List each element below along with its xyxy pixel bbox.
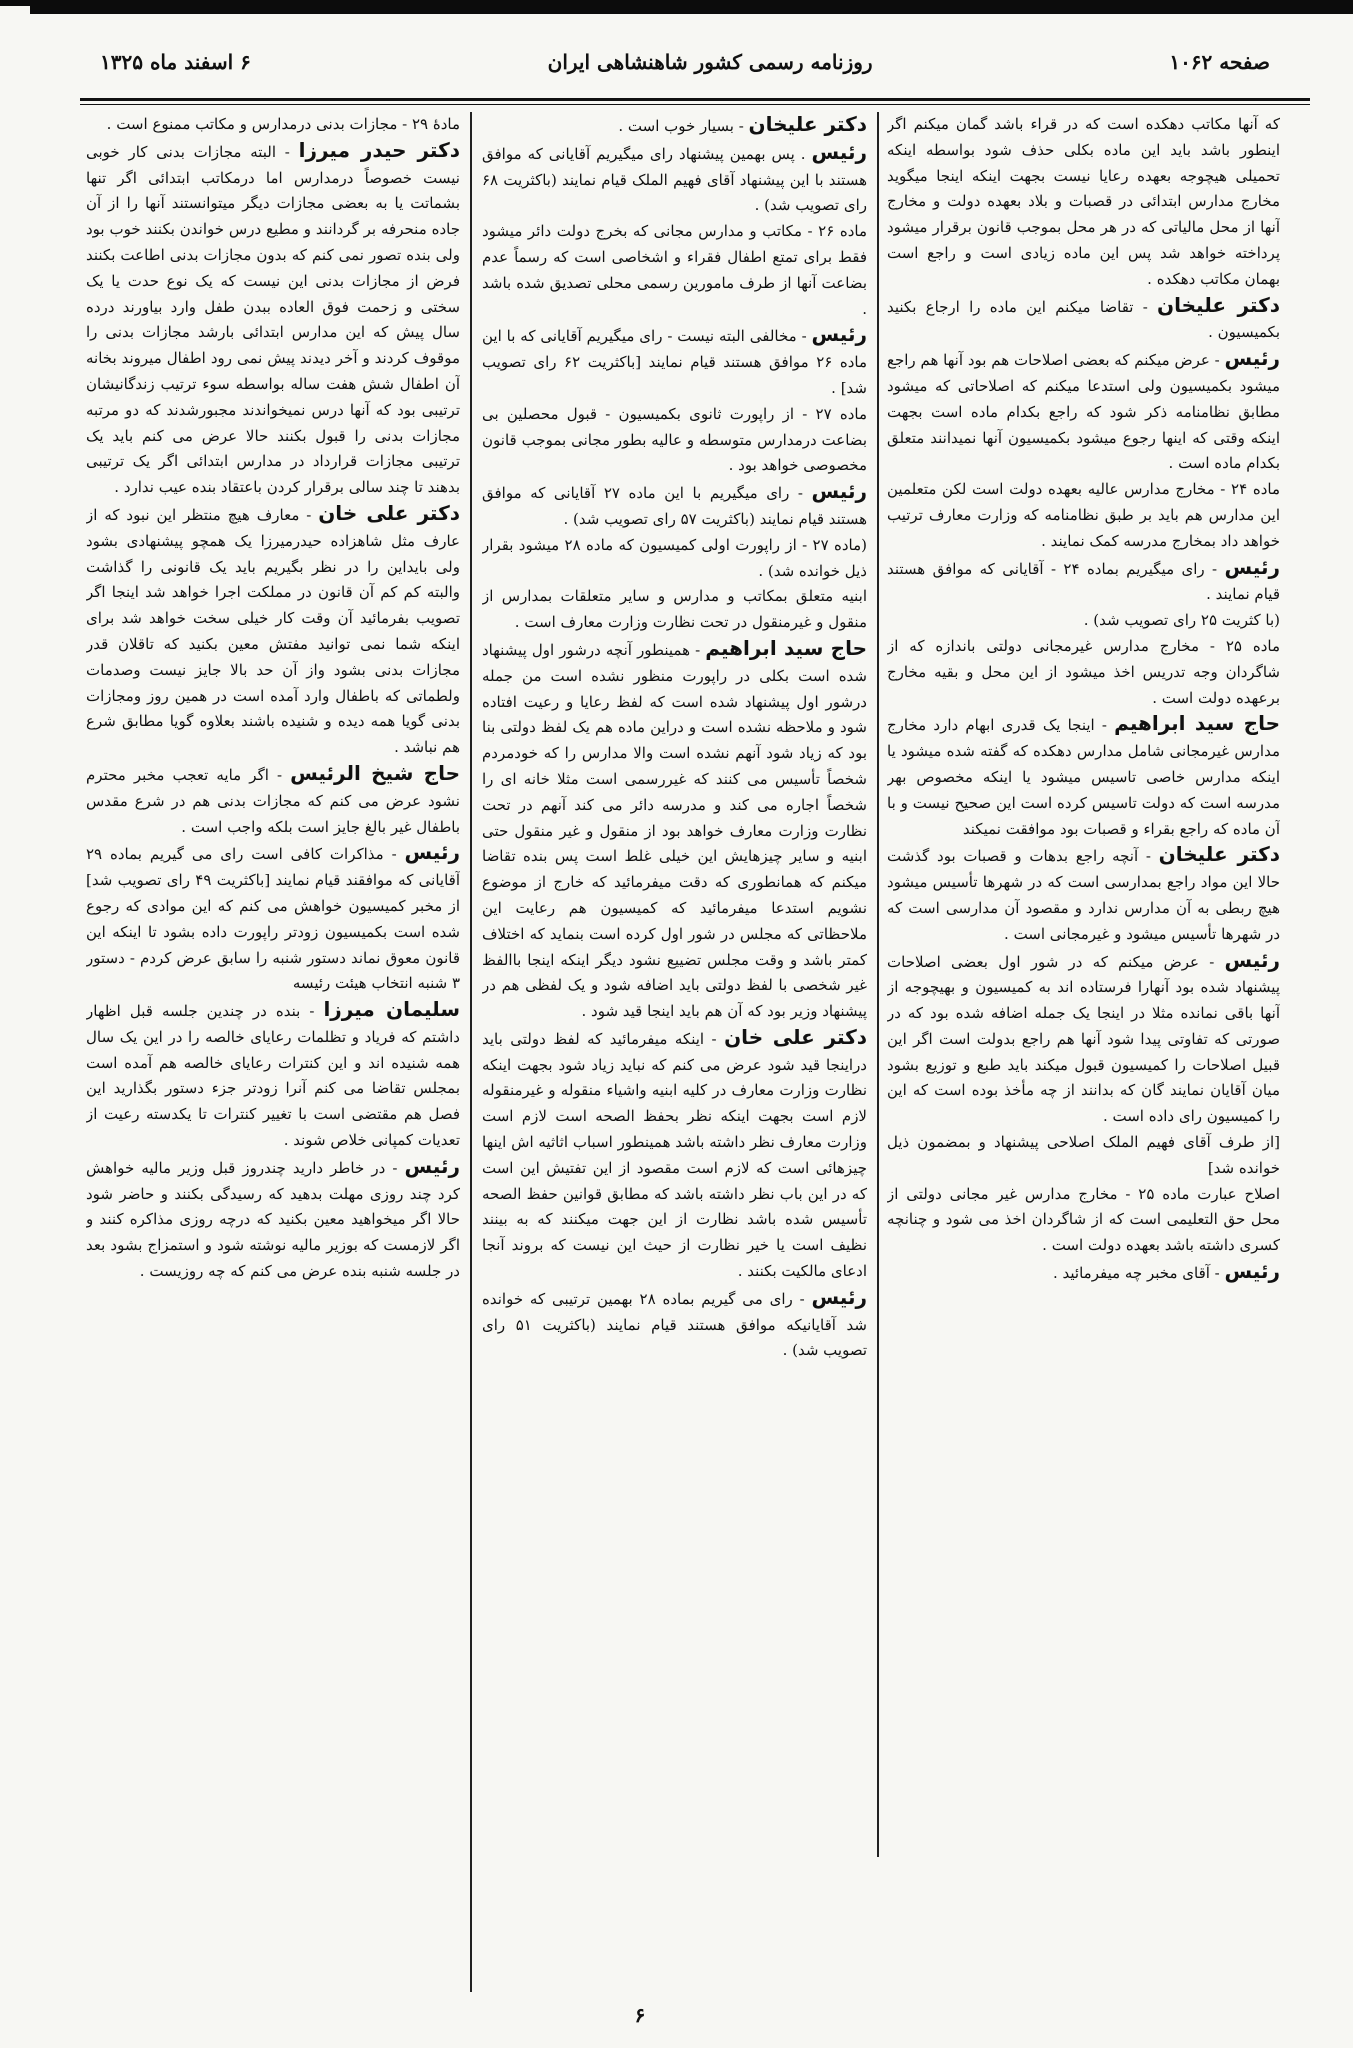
- speaker-name: دکتر علیخان: [1157, 292, 1280, 317]
- paragraph: [887, 634, 1280, 711]
- paragraph: [482, 112, 867, 140]
- paragraph: [887, 842, 1280, 947]
- speaker-name: حاج شیخ الرئیس: [290, 760, 460, 785]
- top-edge-shadow: [0, 0, 30, 6]
- header-rule: [80, 98, 1310, 101]
- paragraph: [887, 477, 1280, 554]
- paragraph-text: (با کثریت ۲۵ رای تصویب شد) .: [1083, 611, 1280, 630]
- paragraph-text: - اینجا یک قدری ابهام دارد مخارج مدارس غیرمجانی شامل مدارس دهکده که گفته شده میشود یا اینکه مدارس خاصی تاسیس میشود یا اینکه مخصوص بهر مدرسه است که دولت تاسیس کرده است این صحیح نیست و با آن ماده که راجع بقراء و قصبات بود موافقت نمیکند: [887, 716, 1280, 838]
- paragraph-text: - اینکه میفرمائید که لفظ دولتی باید دراینجا قید شود عرض می کنم که نباید زیاد شود بجهت اینکه نظارت وزارت معارف در کلیه ابنیه واشیاء منقوله و غیرمنقوله لازم است بجهت اینکه نظر بحفظ الصحه است لازم است وزارت معارف نظر داشته باشد همینطور اسباب اثاثیه اش اینها چیزهائی است که لازم است مقصود از این تفتیش این است که در این باب نظر داشته باشد که مطابق قوانین حفظ الصحه تأسیس شده باشد نظارت از این جهت میکنند که به بینند نظیف است یا خیر نظارت از حیث این نیست که بروند آنجا ادعای مالکیت بکنند .: [482, 1029, 867, 1281]
- paragraph: [86, 112, 460, 138]
- paragraph: [482, 1285, 867, 1364]
- paragraph: [887, 948, 1280, 1131]
- paragraph: [86, 1154, 460, 1285]
- paragraph: [482, 140, 867, 219]
- speaker-name: دکتر علی خان: [318, 500, 460, 525]
- speaker-name: رئیس: [1224, 1259, 1280, 1284]
- speaker-name: رئیس: [404, 1153, 460, 1178]
- speaker-name: دکتر علیخان: [1158, 842, 1280, 867]
- paragraph: [482, 322, 867, 401]
- paragraph: [482, 533, 867, 585]
- paragraph-text: - رای می گیریم بماده ۲۸ بهمین ترتیبی که خوانده شد آقایانیکه موافق هستند قیام نمایند (باکثریت ۵۱ رای تصویب شد) .: [482, 1289, 867, 1360]
- paragraph: [887, 346, 1280, 477]
- paragraph: [86, 840, 460, 997]
- paragraph-text: ماده ۲۵ - مخارج مدارس غیرمجانی دولتی باندازه که از شاگردان وجه تدریس اخذ میشود از این محل و بقیه مخارج برعهده دولت است .: [887, 636, 1280, 707]
- paragraph: [482, 1025, 867, 1285]
- speaker-name: رئیس: [1224, 947, 1280, 972]
- paragraph: [86, 997, 460, 1154]
- paragraph-text: - تقاضا میکنم این ماده را ارجاع بکنید بکمیسیون .: [887, 297, 1280, 342]
- top-edge-band: [30, 0, 1353, 14]
- speaker-name: دکتر حیدر میرزا: [298, 137, 460, 162]
- paragraph-text: - بنده در چندین جلسه قبل اظهار داشتم که فریاد و تظلمات رعایای خالصه را در این یک سال همه شنیده اند و این کنترات رعایای خالصه هم آمده است بمجلس تقاضا می کنم آنرا زودتر جزء دستور بگذارید این فصل هم مقتضی است با تغییر کنترات تا یکدسته رعیت از تعدیات کمپانی خلاص شوند .: [86, 1002, 460, 1150]
- paragraph: [482, 402, 867, 479]
- paragraph-text: - رای میگیریم بماده ۲۴ - آقایانی که موافق هستند قیام نمایند .: [887, 559, 1280, 604]
- paragraph: [482, 584, 867, 636]
- speaker-name: رئیس: [811, 1284, 867, 1309]
- paragraph-text: - البته مجازات بدنی کار خوبی نیست خصوصاً درمدارس اما درمکاتب ابتدائی اگر تنها بشماتت یا به بعضی مجازات دیگر میتوانستند آنها را از آن جاده منحرفه بر گردانند و مطیع درس خواندن بکنند خوب بود ولی بنده تصور نمی کنم که بدون مجازات بدنی اطاعت بکنند فرض از مجازات بدنی این نیست که یک نوع حدت یا یک سختی و زحمت فوق العاده ببدن طفل وارد بیاورند درده سال پیش که این مدارس ابتدائی بارشد مجازات بدنی را موقوف کردند و آخر دیدند پیش نمی رود اطفال میروند بخانه آن اطفال شش هفت ساله بواسطه سوء ترتیب زندگانیشان ترتیبی بود که آنها درس نمیخواندند مجبورشدند که دو مرتبه مجازات بدنی را قبول بکنند حالا عرض می کنم باید یک ترتیبی مجازات قرارداد در مدارس ابتدائی اگر یک ترتیبی بدهند تا چند سالی برقرار کردن باعتقاد بنده عیب ندارد .: [86, 142, 460, 497]
- paragraph: [887, 555, 1280, 609]
- paragraph-text: - معارف هیچ منتظر این نبود که از عارف مثل شاهزاده حیدرمیرزا یک همچو پیشنهادی بشود ولی بایداین را در نظر بگیریم باید یک قانونی را گذاشت والبته کم کم آن قانون در مملکت اجرا خواهد شد اینجا اگر تصویب بفرمائید آن وقت کار خیلی سخت خواهد شد برای اینکه شما نمی توانید مفتش معین بکنید که تاقلان قدر مجازات بدنی بشود واز آن حد بالا جایز نیست وصدمات ولطماتی که باطفال وارد آمده است در همین روز ومجازات بدنی گویا همه دیده و شنیده باشند بعلاوه گویا مطابق شرع هم نباشد .: [86, 505, 460, 757]
- paragraph-text: . پس بهمین پیشنهاد رای میگیریم آقایانی که موافق هستند با این پیشنهاد آقای فهیم الملک قیام نمایند (باکثریت ۶۸ رای تصویب شد) .: [482, 144, 867, 215]
- paragraph-text: ماده ۲۷ - از راپورت ثانوی بکمیسیون - قبول محصلین بی بضاعت درمدارس متوسطه و عالیه بطور مجانی بموجب قانون مخصوصی خواهد بود .: [482, 404, 867, 475]
- paragraph: [887, 293, 1280, 347]
- paragraph-text: - در خاطر دارید چندروز قبل وزیر مالیه خواهش کرد چند روزی مهلت بدهید که رسیدگی بکنند و حاضر شود حالا اگر میخواهید معین بکنید که درچه روزی مذاکره کنند و اگر لازمست که بوزیر مالیه نوشته شود و استمزاج بشود بعد در جلسه شنبه بنده عرض می کنم که چه روزیست .: [86, 1158, 460, 1281]
- paragraph: [887, 112, 1280, 293]
- speaker-name: حاج سید ابراهیم: [705, 635, 867, 660]
- speaker-name: رئیس: [1224, 554, 1280, 579]
- paragraph: [482, 479, 867, 533]
- speaker-name: حاج سید ابراهیم: [1114, 711, 1280, 736]
- paragraph: [887, 608, 1280, 634]
- paragraph: [482, 219, 867, 322]
- column-divider-right: [877, 112, 879, 1857]
- speaker-name: سلیمان میرزا: [323, 997, 460, 1022]
- paragraph-text: که آنها مکاتب دهکده است که در قراء باشد گمان میکنم اگر اینطور باشد باید این ماده بکلی حذف شود بواسطه اینکه تحمیلی هیچوجه بعهده رعایا نیست بجهت اینکه اینجا میگوید مخارج مدارس ابتدائی در قصبات و بلاد بعهده دولت و مخارج آنها از محل مالیاتی که در هر محل بموجب قانون برقرار میشود پرداخته خواهد شد پس این ماده زیادی است و راجع است بهمان مکاتب دهکده .: [887, 115, 1280, 288]
- paragraph-text: - مخالفی البته نیست - رای میگیریم آقایانی که با این ماده ۲۶ موافق هستند قیام نمایند [باکثریت ۶۲ رای تصویب شد] .: [482, 327, 867, 397]
- paragraph-text: ماده ۲۶ - مکاتب و مدارس مجانی که بخرج دولت دائر میشود فقط برای تمتع اطفال فقراء و اشخاصی است که رسماً عدم بضاعت آنها از طرف مامورین رسمی محلی تصدیق شده باشد .: [482, 222, 867, 318]
- paragraph: [86, 761, 460, 840]
- paragraph-text: - رای میگیریم با این ماده ۲۷ آقایانی که موافق هستند قیام نمایند (باکثریت ۵۷ رای تصویب شد) .: [482, 484, 867, 528]
- speaker-name: رئیس: [1224, 346, 1280, 371]
- paragraph: [887, 711, 1280, 842]
- paragraph-text: - آنچه راجع بدهات و قصبات بود گذشت حالا این مواد راجع بمدارسی است که در شهرها تأسیس میشود هیچ ربطی به آن مدارس ندارد و مقصود آن مدارسی است که در شهرها تأسیس میشود و غیرمجانی است .: [887, 847, 1280, 943]
- speaker-name: دکتر علیخان: [748, 112, 867, 136]
- paragraph-text: - آقای مخبر چه میفرمائید .: [1052, 1264, 1225, 1283]
- page-header: [100, 42, 1270, 82]
- speaker-name: رئیس: [811, 139, 867, 164]
- paragraph: [86, 501, 460, 761]
- paragraph: [887, 1259, 1280, 1287]
- paragraph: [887, 1182, 1280, 1259]
- newspaper-title: روزنامه رسمی کشور شاهنشاهی ایران: [547, 50, 873, 74]
- paragraph-text: [از طرف آقای فهیم الملک اصلاحی پیشنهاد و بمضمون ذیل خوانده شد]: [887, 1133, 1280, 1177]
- paragraph-text: اصلاح عبارت ماده ۲۵ - مخارج مدارس غیر مجانی دولتی از محل حق التعلیمی است که از شاگردان اخذ می شود و چنانچه کسری داشته باشد بعهده دولت است .: [887, 1184, 1280, 1255]
- paragraph-text: (ماده ۲۷ - از راپورت اولی کمیسیون که ماده ۲۸ میشود بقرار ذیل خوانده شد) .: [482, 535, 867, 580]
- column-left: [86, 112, 460, 2000]
- page-number: ۶: [634, 2003, 646, 2027]
- paragraph-text: - اگر مایه تعجب مخبر محترم نشود عرض می کنم که مجازات بدنی هم در شرع مقدس باطفال غیر بالغ جایز است بلکه واجب است .: [86, 765, 460, 836]
- paragraph-text: مادهٔ ۲۹ - مجازات بدنی درمدارس و مکاتب ممنوع است .: [106, 115, 460, 133]
- column-middle: [482, 112, 867, 2000]
- issue-date: ۶ اسفند ماه ۱۳۲۵: [100, 50, 251, 74]
- column-right: [887, 112, 1280, 2000]
- paragraph-text: - عرض میکنم که بعضی اصلاحات هم بود آنها هم راجع میشود بکمیسیون ولی استدعا میکنم که اصلاحاتی که میشود مطابق نظامنامه ذکر شود که راجع بکدام ماده است بجهت اینکه وقتی که اینها رجوع میشود بکمیسیون آنها نمیدانند متعلق بکدام ماده است .: [887, 351, 1280, 473]
- paragraph-text: - عرض میکنم که در شور اول بعضی اصلاحات پیشنهاد شده بود آنهارا فرستاده اند به کمیسیون و بهیچوجه از آنها باقی نمانده مثلا در اینجا یک جمله اضافه شده بود که در صورتی که تفاوتی پیدا شود آنها هم راجع بدولت است اگر این قبیل اصلاحات را کمیسیون قبول میکند باید طبع و توزیع بشود میان آقایان نمایند گان که بدانند از چه مأخذ بوده است که این را کمیسیون رای داده است .: [887, 952, 1280, 1126]
- paragraph-text: - مذاکرات کافی است رای می گیریم بماده ۲۹ آقایانی که موافقند قیام نمایند [باکثریت ۴۹ رای تصویب شد] از مخبر کمیسیون خواهش می کنم که این موادی که رجوع شده است بکمیسیون زودتر راپورت داده بشود تا اینکه این قانون معوق نماند دستور شنبه را سابق عرض کردم - دستور ۳ شنبه انتخاب هیئت رئیسه: [86, 845, 460, 993]
- paragraph: [887, 1130, 1280, 1182]
- page-label: صفحه ۱۰۶۲: [1169, 50, 1270, 74]
- speaker-name: رئیس: [811, 322, 867, 347]
- paragraph-text: - همینطور آنچه درشور اول پیشنهاد شده است بکلی در راپورت منظور نشده است من جمله درشور اول پیشنهاد شده است که لفظ رعایا و رعیت افتاده شود و ملاحظه نشده است و دراین ماده هم یک لفظ دولتی بنا بود که زیاد شود آنهم نشده است والا مدارس را که خودمردم شخصاً تأسیس می کنند که غیررسمی است مثلا خانه ای را شخصاً اجاره می کند و مدرسه دائر می کند آنهم در تحت نظارت وزارت معارف خواهد بود از منقول و غیر منقول حتی ابنیه و سایر چیزهایش این خیلی غلط است پس بنده تقاضا میکنم که همانطوری که دقت میفرمائید که خارج از موضوع نشویم استدعا میفرمائید که کمیسیون هم رعایت این ملاحظاتی که مجلس در شور اول کرده است بنماید که اختلاف کمتر باشد و وقت مجلس تضییع نشود دیگر اینکه اینجا باالفظ غیر شخصی با لفظ دولتی باید اضافه شود و یک لفظی هم در پیشنهاد وزیر بود که آن هم باید اینجا قید شود .: [482, 640, 867, 1021]
- column-divider-left: [470, 112, 472, 1992]
- paragraph: [482, 636, 867, 1025]
- speaker-name: دکتر علی خان: [724, 1024, 867, 1049]
- header-rule-thin: [80, 104, 1310, 105]
- paragraph-text: - بسیار خوب است .: [618, 117, 749, 135]
- paragraph: [86, 138, 460, 501]
- paragraph-text: ابنیه متعلق بمکاتب و مدارس و سایر متعلقات بمدارس از منقول و غیرمنقول در تحت نظارت وزارت معارف است .: [482, 587, 867, 632]
- paragraph-text: ماده ۲۴ - مخارج مدارس عالیه بعهده دولت است لکن متعلمین این مدارس هم باید بر طبق نظامنامه که وزارت معارف ترتیب خواهد داد بمخارج مدرسه کمک نمایند .: [887, 480, 1280, 550]
- speaker-name: رئیس: [811, 479, 867, 504]
- speaker-name: رئیس: [404, 840, 460, 865]
